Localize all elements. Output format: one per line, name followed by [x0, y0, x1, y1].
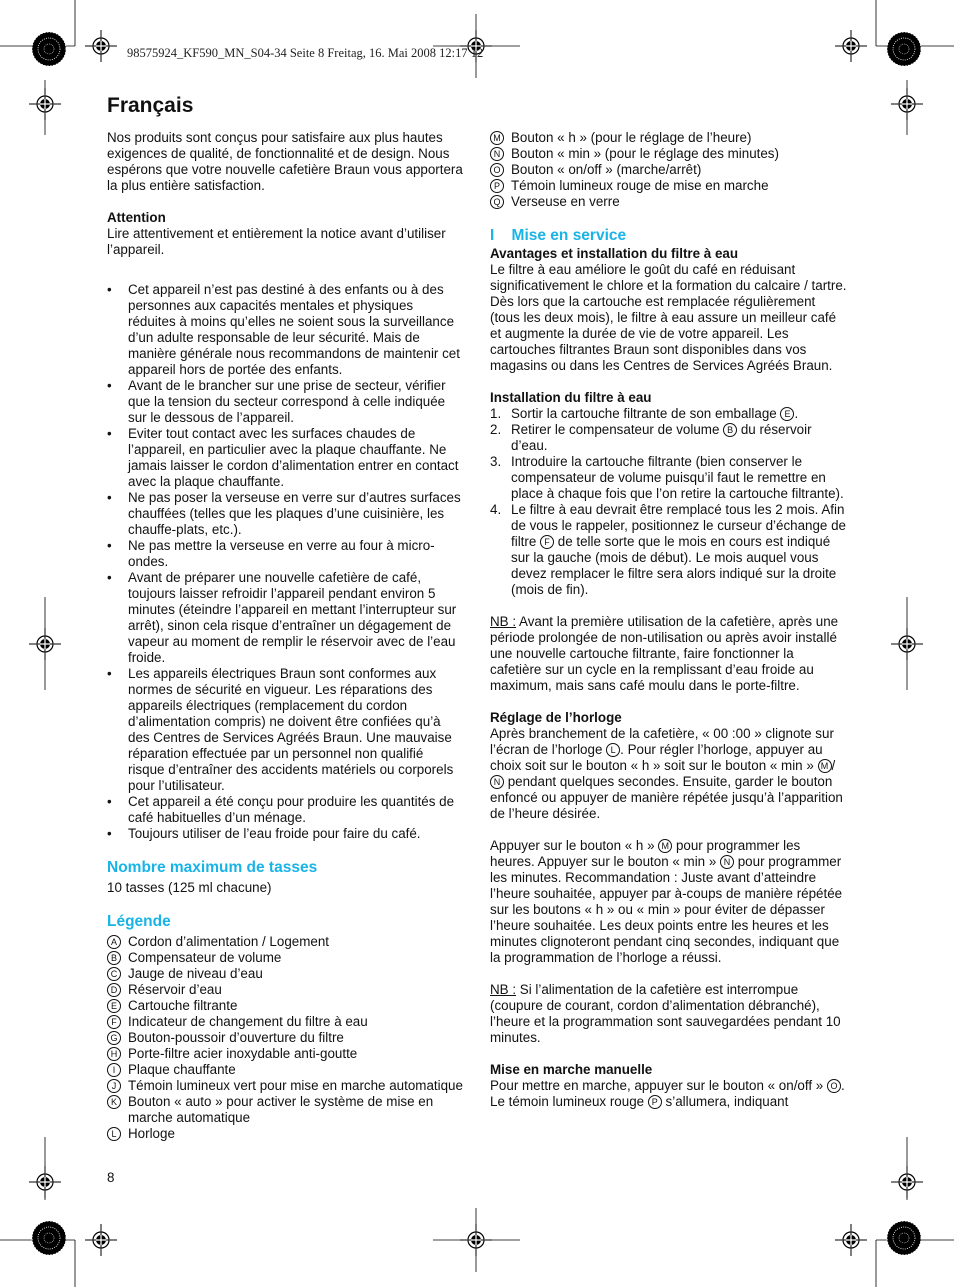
attention-text: Lire attentivement et entièrement la notice avant d’utiliser l’appareil. [107, 226, 446, 257]
manual-start-text: Pour mettre en marche, appuyer sur le bouton « on/off » O . Le témoin lumineux rouge P s’allumera, indiquant [490, 1078, 845, 1109]
legend-item: F Indicateur de changement du filtre à eau [107, 1014, 463, 1030]
safety-item: • Eviter tout contact avec les surfaces chaudes de l’appareil, en particulier avec la plaque chauffante. Ne jamais laisser le cordon d’alimentation entrer en contact avec la plaque chauffante. [107, 426, 463, 490]
legend-key-badge: L [606, 743, 620, 757]
legend-key-badge: O [490, 163, 504, 177]
legend-key-badge: M [490, 131, 504, 145]
legend-item: M Bouton « h » (pour le réglage de l’heure) [490, 130, 848, 146]
legend-key-badge: M [658, 839, 672, 853]
safety-item: • Cet appareil a été conçu pour produire les quantités de café habituelles d’un ménage. [107, 794, 463, 826]
install-step: 4. Le filtre à eau devrait être remplacé tous les 2 mois. Afin de vous le rappeler, positionnez le curseur d’échange de filtre F de telle sorte que le mois en cours est indiqué sur la gauche (mois de début). Le mois auquel vous devez remplacer le filtre sera alors indiqué sur la droite (mois de fin). [490, 502, 846, 597]
attention-heading: Attention [107, 210, 166, 225]
intro-paragraph: Nos produits sont conçus pour satisfaire aux plus hautes exigences de qualité, de fonctionnalité et de design. Nous espérons que votre nouvelle cafetière Braun vous apportera la plus entière satisfaction. [107, 130, 463, 193]
legend-key-badge: J [107, 1079, 121, 1093]
clock-paragraph-2: Appuyer sur le bouton « h » M pour programmer les heures. Appuyer sur le bouton « min » N pour programmer les minutes. Recommandation : Juste avant d’atteindre l’heure souhaitée, appuyer par à-coups de manière répétée sur les boutons « h » ou « min » pour éviter de dépasser l’heure souhaitée. Les deux points entre les heures et les minutes clignoteront pendant cinq secondes, indiquant que la programmation de l’horloge a réussi. [490, 838, 843, 965]
legend-key-badge: E [780, 407, 794, 421]
safety-item: • Les appareils électriques Braun sont conformes aux normes de sécurité en vigueur. Les réparations des appareils électriques (remplacement du cordon d’alimentation compris) ne doivent être confiées qu’à des Centres de Services Agréés Braun. Une mauvaise réparation effectuée par un personnel non qualifié risque d’entraîner des accidents matériels ou corporels pour l’utilisateur. [107, 666, 463, 794]
legend-key-badge: H [107, 1047, 121, 1061]
safety-item: • Ne pas mettre la verseuse en verre au four à micro-ondes. [107, 538, 463, 570]
install-step: 2. Retirer le compensateur de volume B du réservoir d’eau. [490, 422, 812, 453]
right-column [490, 130, 848, 1110]
safety-item: • Cet appareil n’est pas destiné à des enfants ou à des personnes aux capacités mentales et physiques réduites à moins qu’elles ne soient sous la surveillance d’un adulte responsable de leur sécurité. Mais de manière générale nous recommandons de maintenir cet appareil hors de portée des enfants. [107, 282, 463, 378]
legend-item: G Bouton-poussoir d’ouverture du filtre [107, 1030, 463, 1046]
legend-key-badge: L [107, 1127, 121, 1141]
manual-start-heading: Mise en marche manuelle [490, 1062, 653, 1077]
filter-advantages-heading: Avantages et installation du filtre à eau [490, 246, 739, 261]
legend-heading: Légende [107, 913, 171, 930]
legend-key-badge: D [107, 983, 121, 997]
legend-key-badge: B [107, 951, 121, 965]
setup-heading: I Mise en service [490, 227, 627, 244]
filter-install-heading: Installation du filtre à eau [490, 390, 652, 405]
legend-key-badge: C [107, 967, 121, 981]
legend-key-badge: O [827, 1079, 841, 1093]
legend-item: O Bouton « on/off » (marche/arrêt) [490, 162, 848, 178]
page-number: 8 [107, 1170, 115, 1185]
filter-advantages-text: Le filtre à eau améliore le goût du café en réduisant significativement le chlore et la formation du calcaire / tartre. Dès lors que la cartouche est remplacée régulièrement (tous les deux mois), le filtre à eau assure un meilleur café et augmente la durée de vie de votre appareil. Les cartouches filtrantes Braun sont disponibles dans vos magasins ou dans les Centres de Services Agréés Braun. [490, 262, 847, 373]
legend-key-badge: N [490, 775, 504, 789]
legend-key-badge: I [107, 1063, 121, 1077]
safety-item: • Toujours utiliser de l’eau froide pour faire du café. [107, 826, 463, 842]
legend-item: P Témoin lumineux rouge de mise en marche [490, 178, 848, 194]
install-step: 3. Introduire la cartouche filtrante (bien conserver le compensateur de volume puisqu’il faut le remettre en place à chaque fois que l’on retire la cartouche filtrante). [490, 454, 844, 501]
legend-item: I Plaque chauffante [107, 1062, 463, 1078]
legend-key-badge: F [540, 535, 554, 549]
clock-heading: Réglage de l’horloge [490, 710, 622, 725]
legend-key-badge: P [648, 1095, 662, 1109]
legend-item: K Bouton « auto » pour activer le système de mise en marche automatique [107, 1094, 463, 1126]
legend-key-badge: E [107, 999, 121, 1013]
legend-key-badge: G [107, 1031, 121, 1045]
install-steps [490, 406, 848, 598]
legend-key-badge: P [490, 179, 504, 193]
safety-list [107, 282, 463, 842]
left-column [107, 130, 463, 1142]
legend-key-badge: N [490, 147, 504, 161]
safety-item: • Avant de préparer une nouvelle cafetière de café, toujours laisser refroidir l’appareil pendant environ 5 minutes (éteindre l’appareil en mettant l’interrupteur sur arrêt), sinon cela risque d’entraîner un dégagement de vapeur au moment de remplir le réservoir avec de l’eau froide. [107, 570, 463, 666]
cups-heading: Nombre maximum de tasses [107, 859, 318, 876]
install-step: 1. Sortir la cartouche filtrante de son emballage E . [490, 406, 799, 421]
legend-list-left [107, 934, 463, 1142]
legend-list-right [490, 130, 848, 210]
legend-item: A Cordon d’alimentation / Logement [107, 934, 463, 950]
legend-item: Q Verseuse en verre [490, 194, 848, 210]
legend-item: B Compensateur de volume [107, 950, 463, 966]
clock-paragraph-1: Après branchement de la cafetière, « 00 :00 » clignote sur l’écran de l’horloge L . Pour régler l’horloge, appuyer au choix soit sur le bouton « h » soit sur le bouton « min » M /N pendant quelques secondes. Ensuite, garder le bouton enfoncé ou appuyer de manière répétée jusqu’à l’apparition de l’heure désirée. [490, 726, 843, 821]
legend-item: C Jauge de niveau d’eau [107, 966, 463, 982]
legend-item: J Témoin lumineux vert pour mise en marche automatique [107, 1078, 463, 1094]
legend-key-badge: F [107, 1015, 121, 1029]
legend-item: D Réservoir d’eau [107, 982, 463, 998]
legend-key-badge: A [107, 935, 121, 949]
legend-key-badge: Q [490, 195, 504, 209]
legend-item: N Bouton « min » (pour le réglage des minutes) [490, 146, 848, 162]
legend-item: H Porte-filtre acier inoxydable anti-goutte [107, 1046, 463, 1062]
print-meta-line: 98575924_KF590_MN_S04-34 Seite 8 Freitag, 16. Mai 2008 12:17 12 [127, 46, 484, 60]
legend-key-badge: M [818, 759, 832, 773]
legend-item: E Cartouche filtrante [107, 998, 463, 1014]
legend-key-badge: N [720, 855, 734, 869]
safety-item: • Ne pas poser la verseuse en verre sur d’autres surfaces chauffées (telles que les plaques d’une cuisinière, les chauffe-plats, etc.). [107, 490, 463, 538]
legend-key-badge: K [107, 1095, 121, 1109]
note-power-cut: NB : Si l’alimentation de la cafetière est interrompue (coupure de courant, cordon d’alimentation débranché), l’heure et la programmation sont sauvegardées pendant 10 minutes. [490, 982, 841, 1045]
safety-item: • Avant de le brancher sur une prise de secteur, vérifier que la tension du secteur correspond à celle indiquée sur le dessous de l’appareil. [107, 378, 463, 426]
page-title: Français [107, 94, 194, 117]
legend-key-badge: B [723, 423, 737, 437]
note-first-use: NB : Avant la première utilisation de la cafetière, après une période prolongée de non-utilisation ou après avoir installé une nouvelle cartouche filtrante, faire fonctionner la cafetière sur un cycle en la remplissant d’eau froide au maximum, mais sans café moulu dans le porte-filtre. [490, 614, 839, 693]
legend-item: L Horloge [107, 1126, 463, 1142]
cups-text: 10 tasses (125 ml chacune) [107, 880, 272, 895]
